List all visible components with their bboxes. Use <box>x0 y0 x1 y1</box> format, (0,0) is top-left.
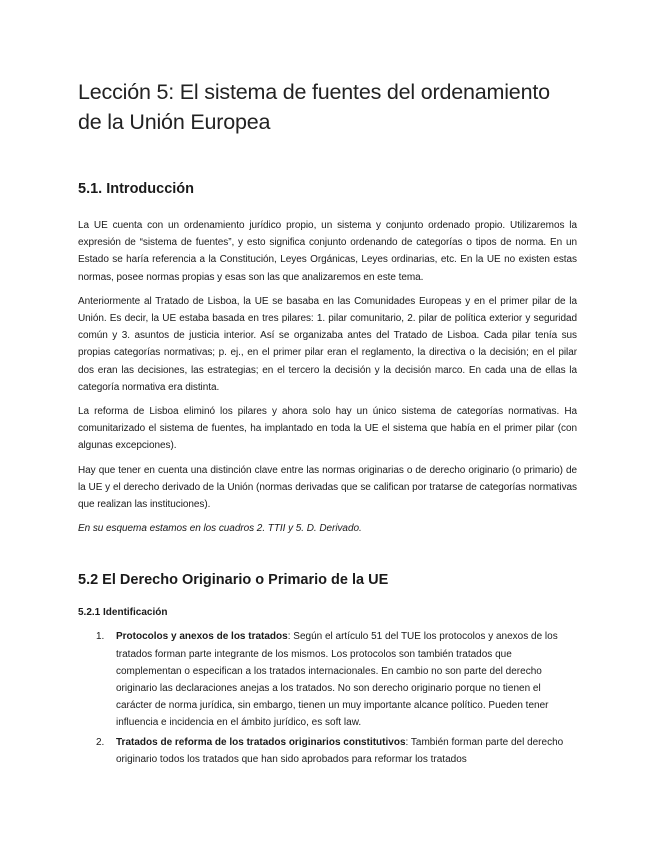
list-item-text: : También forman parte del derecho originario todos los tratados que han sido aprobados para reformar los tratados <box>116 736 564 765</box>
list-number: 2. <box>96 736 105 748</box>
list-item-term: Protocolos y anexos de los tratados <box>116 631 288 643</box>
paragraph: La UE cuenta con un ordenamiento jurídico propio, un sistema y conjunto ordenado propio. Utilizaremos la expresión de “sistema de fuentes”, y esto significa conjunto ordenando de categorías o tipos de norma. En un Estado se haría referencia a la Constitución, Leyes Orgánicas, Leyes ordinarias, etc. En la UE no existen estas normas, posee normas propias y esas son las que analizaremos en este tema. <box>78 220 577 283</box>
list-number: 1. <box>96 631 105 643</box>
list-item-term: Tratados de reforma de los tratados originarios constitutivos <box>116 736 406 748</box>
section-heading-introduccion: 5.1. Introducción <box>78 181 195 197</box>
subsection-heading-identificacion: 5.2.1 Identificación <box>78 607 168 619</box>
list-item <box>96 628 577 731</box>
paragraph: La reforma de Lisboa eliminó los pilares y ahora solo hay un único sistema de categorías normativas. Ha comunitarizado el sistema de fuentes, ha implantado en toda la UE el sistema que había en el primer pilar (con algunas excepciones). <box>78 406 577 452</box>
page-title: Lección 5: El sistema de fuentes del ordenamiento de la Unión Europea <box>78 80 550 134</box>
list-item <box>96 734 577 768</box>
numbered-list <box>78 628 577 768</box>
paragraph: Anteriormente al Tratado de Lisboa, la UE se basaba en las Comunidades Europeas y en el primer pilar de la Unión. Es decir, la UE estaba basada en tres pilares: 1. pilar comunitario, 2. pilar de política exterior y seguridad común y 3. asuntos de justicia interior. Así se organizaba antes del Tratado de Lisboa. Cada pilar tenía sus propias categorías normativas; p. ej., en el primer pilar eran el reglamento, la directiva o la decisión; en el pilar dos eran las decisiones, las estrategias; en el tercero la decisión y la decisión marco. En cada una de ellas la categoría normativa era distinta. <box>78 295 577 393</box>
paragraph: Hay que tener en cuenta una distinción clave entre las normas originarias o de derecho originario (o primario) de la UE y el derecho derivado de la Unión (normas derivadas que se califican por tratarse de categorías normativas que realizan las instituciones). <box>78 464 577 511</box>
section-heading-derecho-originario: 5.2 El Derecho Originario o Primario de la UE <box>78 572 389 589</box>
list-item-text: : Según el artículo 51 del TUE los protocolos y anexos de los tratados forman parte integrante de los mismos. Los protocolos son también tratados que complementan o especifican a los tratados internacionales. En cambio no son parte del derecho originario las declaraciones anejas a los tratados. No son derecho originario porque no tienen el carácter de norma jurídica, sin embargo, tienen un muy importante alcance político. Pueden tener influencia e incidencia en el ámbito jurídico, es soft law. <box>116 631 558 729</box>
italic-note: En su esquema estamos en los cuadros 2. TTII y 5. D. Derivado. <box>78 523 362 535</box>
